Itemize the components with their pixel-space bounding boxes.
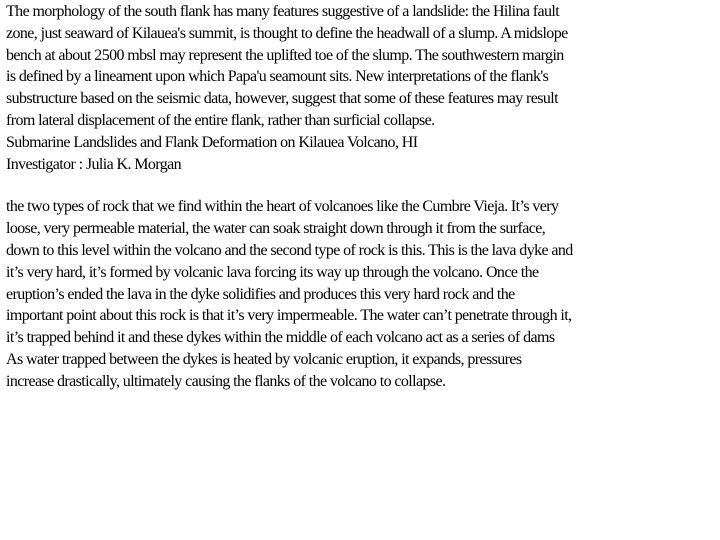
excerpt-line: zone, just seaward of Kilauea's summit, is thought to define the headwall of a slump. A midslope xyxy=(6,24,568,42)
document-page xyxy=(6,0,716,393)
source-title: Submarine Landslides and Flank Deformation on Kilauea Volcano, HI xyxy=(6,133,418,151)
paragraph-line: important point about this rock is that it’s very impermeable. The water can’t penetrate through it, xyxy=(6,307,572,325)
paragraph-line: the two types of rock that we find within the heart of volcanoes like the Cumbre Vieja. It’s very xyxy=(6,198,559,216)
landslide-excerpt xyxy=(6,1,716,175)
paragraph-line: loose, very permeable material, the water can soak straight down through it from the surface, xyxy=(6,220,546,238)
paragraph-line: it’s trapped behind it and these dykes within the middle of each volcano act as a series of dams xyxy=(6,329,555,347)
paragraph-line: As water trapped between the dykes is heated by volcanic eruption, it expands, pressures xyxy=(6,350,522,368)
paragraph-line: down to this level within the volcano and the second type of rock is this. This is the lava dyke and xyxy=(6,241,573,259)
excerpt-line: The morphology of the south flank has many features suggestive of a landslide: the Hilina fault xyxy=(6,3,560,20)
excerpt-line: from lateral displacement of the entire flank, rather than surficial collapse. xyxy=(6,111,435,129)
excerpt-line: is defined by a lineament upon which Papa'u seamount sits. New interpretations of the flank's xyxy=(6,68,549,86)
paragraph-line: increase drastically, ultimately causing the flanks of the volcano to collapse. xyxy=(6,372,446,390)
excerpt-line: substructure based on the seismic data, however, suggest that some of these features may result xyxy=(6,90,558,108)
paragraph-line: eruption’s ended the lava in the dyke solidifies and produces this very hard rock and the xyxy=(6,285,515,303)
investigator-credit: Investigator : Julia K. Morgan xyxy=(6,155,182,173)
paragraph-line: it’s very hard, it’s formed by volcanic lava forcing its way up through the volcano. Once the xyxy=(6,263,539,281)
rock-types-paragraph xyxy=(6,196,716,392)
excerpt-line: bench at about 2500 mbsl may represent the uplifted toe of the slump. The southwestern margin xyxy=(6,46,564,64)
